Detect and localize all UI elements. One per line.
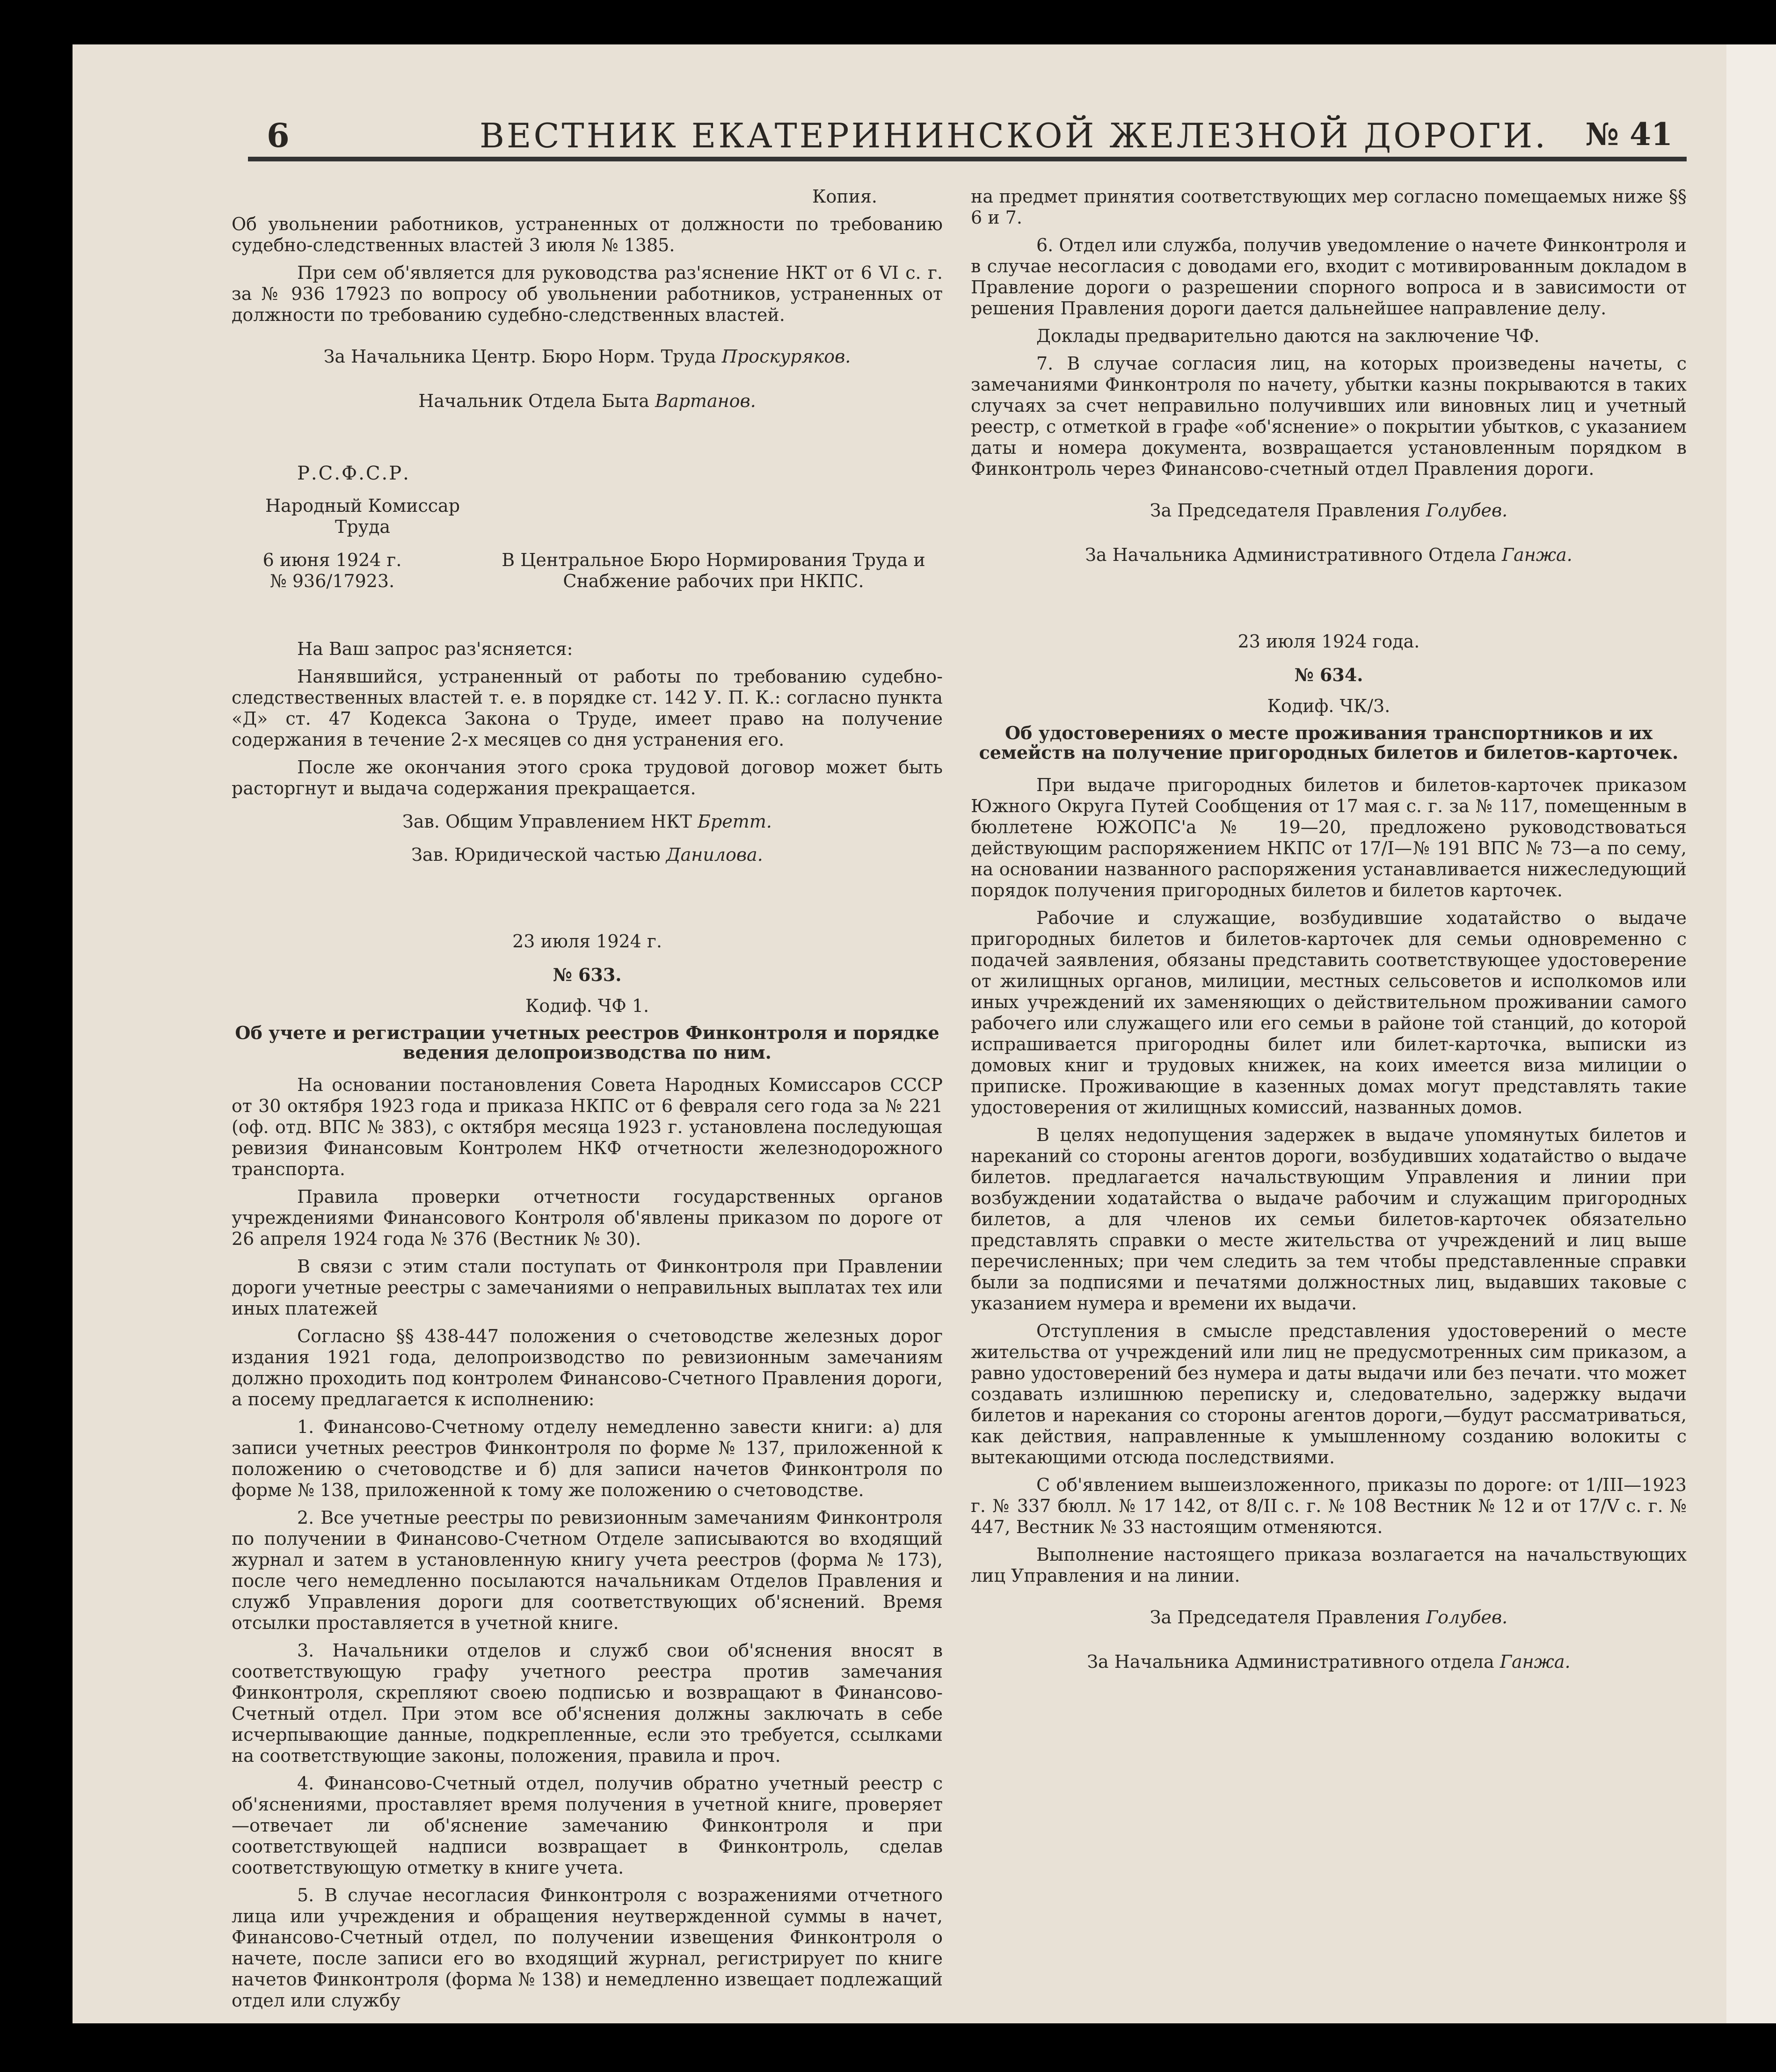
signature: За Начальника Административного Отдела Ганжа. — [1085, 545, 1572, 565]
rsfsr-label: Р.С.Ф.С.Р. — [297, 463, 410, 484]
order-heading: Об учете и регистрации учетных реестров Финконтроля и порядке ведения делопроизводства по ним. — [235, 1022, 939, 1063]
signature: За Председателя Правления Голубев. — [1150, 500, 1508, 521]
header-rule — [248, 157, 1687, 161]
paragraph: При выдаче пригородных билетов и билетов-карточек приказом Южного Округа Путей Сообщения от 17 мая с. г. за № 117, помещенным в бюллетене ЮЖОПС'а № 19—20, предложено руководствоваться действующим распоряжением НКПС от 17/I—№ 191 ВПС № 73—а по сему, на основании названного распоряжения устанавливается нижеследующий порядок получения пригородных билетов и билетов карточек. — [971, 775, 1687, 901]
page-header — [262, 116, 1689, 177]
letter-addressee: В Центральное Бюро Нормирования Труда и Снабжение рабочих при НКПС. — [502, 550, 925, 591]
paragraph: После же окончания этого срока трудовой договор может быть расторгнут и выдача содержания прекращается. — [232, 757, 943, 799]
paragraph: 7. В случае согласия лиц, на которых произведены начеты, с замечаниями Финконтроля по начету, убытки казны покрываются в таких случаях за счет неправильно получивших или виновных лиц и учетный реестр, с отметкой в графе «об'яснение» о покрытии убытков, с указанием даты и номера документа, возвращается установленным порядком в Финконтроль через Финансово-счетный отдел Правления дороги. — [971, 353, 1687, 479]
order-date: 23 июля 1924 года. — [1237, 631, 1420, 652]
paragraph: 2. Все учетные реестры по ревизионным замечаниям Финконтроля по получении в Финансово-Счетном Отделе записываются во входящий журнал и затем в установленную книгу учета реестров (форма № 173), после чего немедленно посылаются начальникам Отделов Правления и служб Управления дороги для соответствующих об'яснений. Время отсылки проставляется в учетной книге. — [232, 1507, 943, 1633]
signature: За Председателя Правления Голубев. — [1150, 1607, 1508, 1628]
newspaper-title: ВЕСТНИК ЕКАТЕРИНИНСКОЙ ЖЕЛЕЗНОЙ ДОРОГИ. — [480, 116, 1548, 155]
paragraph: Правила проверки отчетности государственных органов учреждениями Финансового Контроля об'явлены приказом по дороге от 26 апреля 1924 года № 376 (Вестник № 30). — [232, 1186, 943, 1249]
paragraph: на предмет принятия соответствующих мер согласно помещаемых ниже §§ 6 и 7. — [971, 186, 1687, 228]
paragraph: 3. Начальники отделов и служб свои об'яснения вносят в соответствующую графу учетного реестра против замечания Финконтроля, скрепляют своею подписью и возвращают в Финансово-Счетный отдел. При этом все об'яснения должны заключать в себе исчерпывающие данные, подкрепленные, если это требуется, ссылками на соответствующие законы, положения, правила и проч. — [232, 1640, 943, 1766]
paragraph: На Ваш запрос раз'ясняется: — [297, 639, 573, 659]
paragraph: Согласно §§ 438-447 положения о счетоводстве железных дорог издания 1921 года, делопроизводство по ревизионным замечаниям должно проходить под контролем Финансово-Счетного Правления дороги, а посему предлагается к исполнению: — [232, 1326, 943, 1410]
paragraph: На основании постановления Совета Народных Комиссаров СССР от 30 октября 1923 года и приказа НКПС от 6 февраля сего года за № 221 (оф. отд. ВПС № 383), с октября месяца 1923 г. установлена последующая ревизия Финансовым Контролем НКФ отчетности железнодорожного транспорта. — [232, 1075, 943, 1179]
page-edge — [1726, 44, 1776, 2023]
signature: За Начальника Административного отдела Ганжа. — [1087, 1651, 1571, 1672]
signature: Начальник Отдела Быта Вартанов. — [418, 391, 756, 411]
paragraph: При сем об'является для руководства раз'яснение НКТ от 6 VI с. г. за № 936 17923 по вопросу об увольнении работников, устраненных от должности по требованию судебно-следственных властей. — [232, 262, 943, 325]
signature: Зав. Юридической частью Данилова. — [411, 844, 763, 865]
paragraph: 4. Финансово-Счетный отдел, получив обратно учетный реестр с об'яснениями, проставляет время получения в учетной книге, проверяет—отвечает ли об'яснение замечанию Финконтроля и при соответствующей надписи возвращает в Финконтроль, сделав соответствующую отметку в книге учета. — [232, 1773, 943, 1878]
order-codification: Кодиф. ЧФ 1. — [525, 996, 649, 1016]
paragraph: Нанявшийся, устраненный от работы по требованию судебно-следствественных властей т. е. в порядке ст. 142 У. П. К.: согласно пункта «Д» ст. 47 Кодекса Закона о Труде, имеет право на получение содержания в течение 2-х месяцев со дня устранения его. — [232, 666, 943, 750]
order-number: № 633. — [553, 964, 622, 985]
paragraph: В целях недопущения задержек в выдаче упомянутых билетов и нареканий со стороны агентов дороги, возбудивших ходатайство о выдаче билетов. предлагается начальствующим Управления и линии при возбуждении ходатайства о выдаче рабочим и служащим пригородных билетов, а для членов их семьи билетов-карточек обязательно представлять справки о месте жительства от учреждений и лиц выше перечисленных; при чем следить за тем чтобы представленные справки были за подписями и печатями должностных лиц, выдавших таковые с указанием нумера и времени их выдачи. — [971, 1125, 1687, 1314]
letter-heading — [232, 550, 943, 639]
paragraph: 6. Отдел или служба, получив уведомление о начете Финконтроля и в случае несогласия с доводами его, входит с мотивированным докладом в Правление дороги о разрешении спорного вопроса и в зависимости от решения Правления дороги дается дальнейшее направление делу. — [971, 235, 1687, 319]
paragraph: Выполнение настоящего приказа возлагается на начальствующих лиц Управления и на линии. — [971, 1544, 1687, 1586]
paragraph: 5. В случае несогласия Финконтроля с возражениями отчетного лица или учреждения и обращения неутвержденной суммы в начет, Финансово-Счетный отдел, по получении извещения Финконтроля о начете, после записи его во входящий журнал, регистрирует по книге начетов Финконтроля (форма № 138) и немедленно извещает подлежащий отдел или службу — [232, 1885, 943, 2011]
paragraph: В связи с этим стали поступать от Финконтроля при Правлении дороги учетные реестры с замечаниями о неправильных выплатах тех или иных платежей — [232, 1256, 943, 1319]
sender-title: Труда — [335, 516, 391, 537]
letter-number: № 936/17923. — [269, 571, 395, 591]
signature: За Начальника Центр. Бюро Норм. Труда Проскуряков. — [323, 346, 851, 367]
paragraph: Доклады предварительно даются на заключение ЧФ. — [1036, 326, 1540, 346]
order-codification: Кодиф. ЧК/3. — [1267, 696, 1390, 716]
paragraph: Отступления в смысле представления удостоверений о месте жительства от учреждений или лиц не предусмотренных сим приказом, а равно удостоверений без нумера и даты выдачи или без печати. что может создавать излишнюю переписку и, следовательно, задержку выдачи билетов и нарекания со стороны агентов дороги,—будут рассматриваться, как действия, направленные к умышленному созданию волокиты с вытекающими отсюда последствиями. — [971, 1321, 1687, 1468]
copy-label: Копия. — [812, 186, 877, 207]
signature: Зав. Общим Управлением НКТ Бретт. — [402, 811, 772, 832]
paragraph: Рабочие и служащие, возбудившие ходатайство о выдаче пригородных билетов и билетов-карточек для семьи одновременно с подачей заявления, обязаны представить соответствующее удостоверение от жилищных органов, милиции, местных сельсоветов и исполкомов или иных учреждений их заменяющих о действительном проживании самого рабочего или служащего или его семьи в районе той станций, до которой испрашивается пригородны билет или билет-карточка, выписки из домовых книг и трудовых книжек, на коих имеется виза милиции о приписке. Проживающие в казенных домах могут представлять такие удостоверения от жилищных комиссий, названных домов. — [971, 908, 1687, 1118]
sender-title: Народный Комиссар — [265, 495, 460, 516]
letter-date: 6 июня 1924 г. — [262, 550, 402, 570]
paragraph: Об увольнении работников, устраненных от должности по требованию судебно-следственных властей 3 июля № 1385. — [232, 214, 943, 255]
paragraph: 1. Финансово-Счетному отделу немедленно завести книги: а) для записи учетных реестров Финконтроля по форме № 137, приложенной к положению о счетоводстве и б) для записи начетов Финконтроля по форме № 138, приложенной к тому же положению о счетоводстве. — [232, 1417, 943, 1500]
paragraph: С об'явлением вышеизложенного, приказы по дороге: от 1/III—1923 г. № 337 бюлл. № 17 142, от 8/II с. г. № 108 Вестник № 12 и от 17/V с. г. № 447, Вестник № 33 настоящим отменяются. — [971, 1475, 1687, 1537]
order-heading: Об удостоверениях о месте проживания транспортников и их семейств на получение пригородных билетов и билетов-карточек. — [979, 722, 1679, 763]
left-column — [232, 186, 943, 2018]
issue-number: № 41 — [1585, 116, 1673, 153]
order-number: № 634. — [1294, 664, 1363, 685]
right-column — [971, 186, 1687, 1696]
page-number: 6 — [267, 116, 290, 155]
order-date: 23 июля 1924 г. — [512, 931, 662, 952]
